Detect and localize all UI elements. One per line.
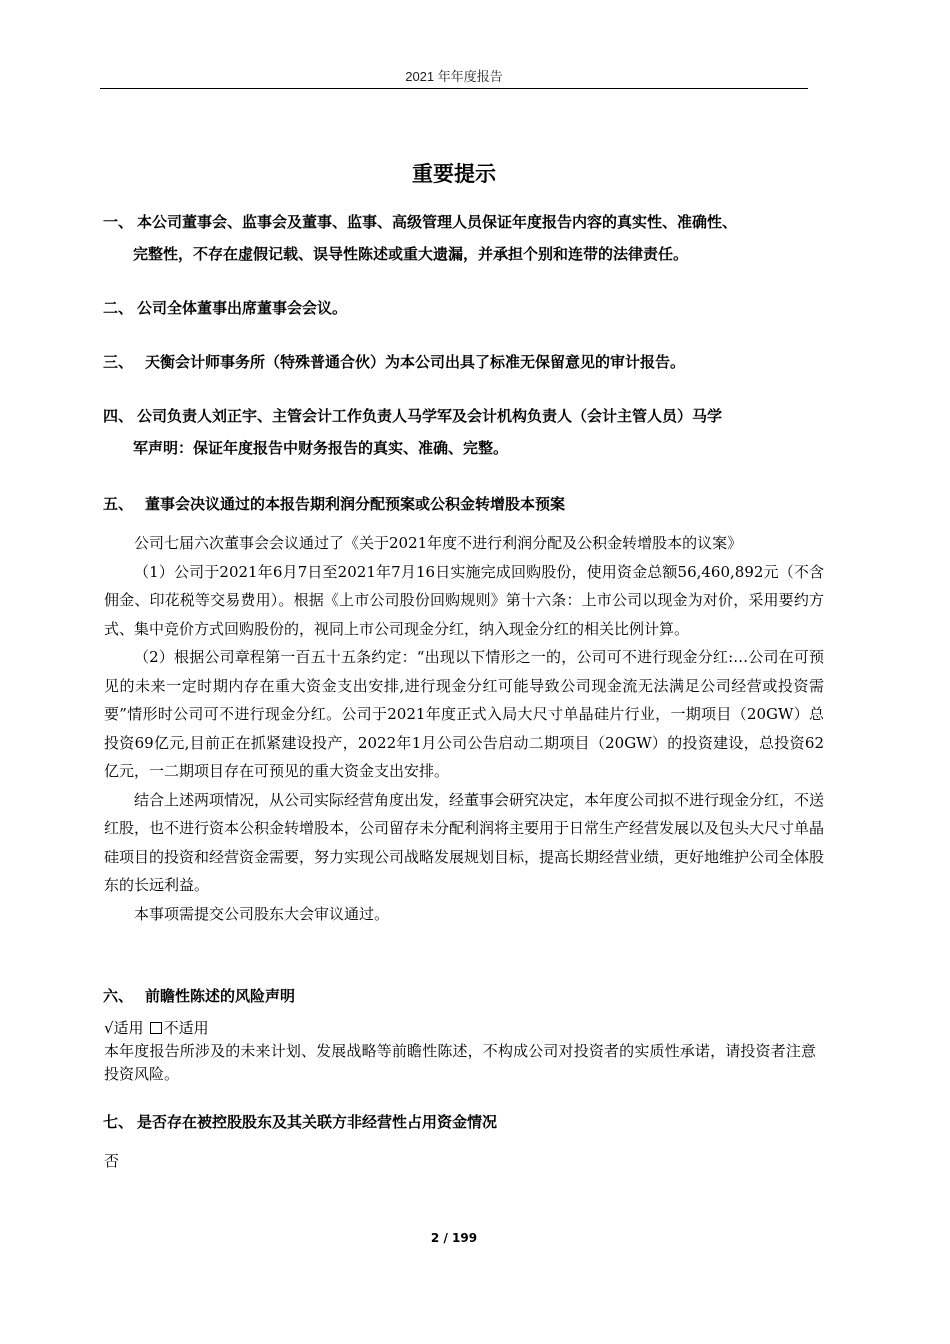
applicability-options (104, 1018, 209, 1038)
item-text-continued: 军声明：保证年度报告中财务报告的真实、准确、完整。 (133, 439, 509, 457)
item-number: 三、 (103, 353, 134, 371)
empty-checkbox-icon (150, 1022, 162, 1034)
applicable-option: √适用 (104, 1019, 144, 1037)
item-number: 七、 (103, 1113, 134, 1131)
notice-item-4 (103, 400, 823, 464)
notice-item-3 (103, 346, 823, 378)
item-text: 前瞻性陈述的风险声明 (145, 987, 296, 1005)
section-7-answer: 否 (104, 1152, 120, 1170)
item-number: 六、 (103, 987, 134, 1005)
header-divider (100, 88, 808, 89)
item-text: 天衡会计师事务所（特殊普通合伙）为本公司出具了标准无保留意见的审计报告。 (145, 353, 686, 371)
page-header: 2021 年年度报告 (405, 69, 503, 84)
item-number: 五、 (103, 495, 134, 513)
notice-item-1 (103, 206, 823, 270)
section-6-heading (103, 980, 823, 1012)
item-number: 二、 (103, 299, 134, 317)
item-text-continued: 完整性，不存在虚假记载、误导性陈述或重大遗漏，并承担个别和连带的法律责任。 (133, 245, 689, 263)
notice-item-2 (103, 292, 823, 324)
notice-item-5 (103, 488, 823, 520)
item-text: 是否存在被控股股东及其关联方非经营性占用资金情况 (137, 1113, 498, 1131)
page-title: 重要提示 (412, 162, 496, 186)
paragraph: （1）公司于2021年6月7日至2021年7月16日实施完成回购股份，使用资金总额56,460,892元（不含佣金、印花税等交易费用）。根据《上市公司股份回购规则》第十六条：上市公司以现金为对价，采用要约方式、集中竞价方式回购股份的，视同上市公司现金分红，纳入现金分红的相关比例计算。 (104, 562, 824, 638)
page-number: 2 / 199 (430, 1231, 478, 1245)
paragraph: 结合上述两项情况，从公司实际经营角度出发，经董事会研究决定，本年度公司拟不进行现金分红，不送红股，也不进行资本公积金转增股本，公司留存未分配利润将主要用于日常生产经营发展以及包头大尺寸单晶硅项目的投资和经营资金需要，努力实现公司战略发展规划目标，提高长期经营业绩，更好地维护公司全体股东的长远利益。 (104, 790, 825, 894)
paragraph: （2）根据公司章程第一百五十五条约定：“出现以下情形之一的，公司可不进行现金分红:…公司在可预见的未来一定时期内存在重大资金支出安排,进行现金分红可能导致公司现金流无法满足公司经营或投资需要”情形时公司可不进行现金分红。公司于2021年度正式入局大尺寸单晶硅片行业，一期项目（20GW）总投资69亿元,目前正在抓紧建设投产，2022年1月公司公告启动二期项目（20GW）的投资建设，总投资62亿元，一二期项目存在可预见的重大资金支出安排。 (104, 648, 824, 780)
item-text: 董事会决议通过的本报告期利润分配预案或公积金转增股本预案 (145, 495, 566, 513)
risk-statement: 本年度报告所涉及的未来计划、发展战略等前瞻性陈述，不构成公司对投资者的实质性承诺，请投资者注意投资风险。 (104, 1042, 816, 1083)
item-text: 本公司董事会、监事会及董事、监事、高级管理人员保证年度报告内容的真实性、准确性、 (137, 213, 738, 231)
item-text: 公司负责人刘正宇、主管会计工作负责人马学军及会计机构负责人（会计主管人员）马学 (137, 407, 723, 425)
profit-distribution-body (104, 529, 824, 928)
paragraph: 本事项需提交公司股东大会审议通过。 (134, 904, 390, 923)
item-text: 公司全体董事出席董事会会议。 (137, 299, 348, 317)
item-number: 四、 (103, 407, 134, 425)
section-7-heading (103, 1106, 823, 1138)
paragraph: 公司七届六次董事会会议通过了《关于2021年度不进行利润分配及公积金转增股本的议案》 (134, 534, 743, 552)
not-applicable-option: 不适用 (163, 1019, 209, 1037)
item-number: 一、 (103, 213, 134, 231)
